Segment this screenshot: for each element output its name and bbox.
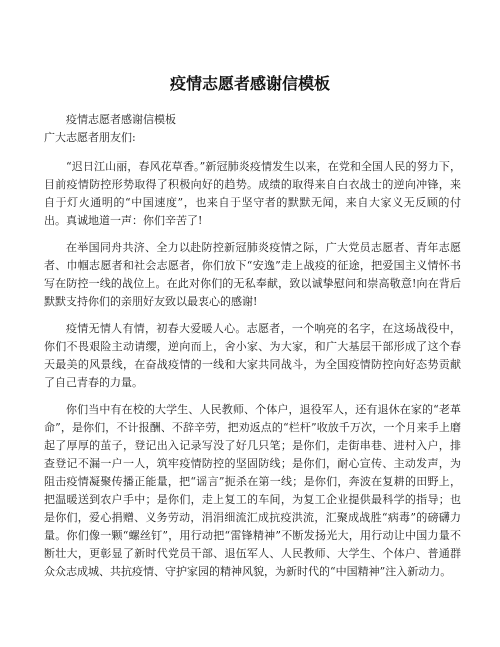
document-body [44, 111, 461, 581]
paragraph-3: 疫情无情人有情，初春大爱暖人心。志愿者，一个响亮的名字，在这场战役中，你们不畏艰险主动请缨，逆向而上，舍小家、为大家，和广大基层干部形成了这个春天最美的风景线，在奋战疫情的一线和大家共同战斗，为全国疫情防控向好态势贡献了自己青春的力量。 [44, 322, 461, 389]
paragraph-1: “迟日江山丽，春风花草香。”新冠肺炎疫情发生以来，在党和全国人民的努力下，目前疫情防控形势取得了积极向好的趋势。成绩的取得来自白衣战士的逆向冲锋，来自于灯火通明的“中国速度”，也来自于坚守者的默默无闻，来自大家义无反顾的付出。真诚地道一声：你们辛苦了! [44, 160, 461, 227]
paragraph-2: 在举国同舟共济、全力以赴防控新冠肺炎疫情之际，广大党员志愿者、青年志愿者、巾帼志愿者和社会志愿者，你们放下“安逸”走上战疫的征途，把爱国主义情怀书写在防控一线的战位上。在此对你们的无私奉献，致以诚挚慰问和崇高敬意!向在背后默默支持你们的亲朋好友致以最衷心的感谢! [44, 241, 461, 308]
paragraph-4: 你们当中有在校的大学生、人民教师、个体户，退役军人，还有退休在家的“老革命”，是你们，不计报酬、不辞辛劳，把劝返点的“栏杆”收放千万次，一个月来手上磨起了厚厚的茧子，登记出入记录写没了好几只笔；是你们，走街串巷、进村入户，排查登记不漏一户一人，筑牢疫情防控的坚固防线；是你们，耐心宣传、主动发声，为阻击疫情凝聚传播正能量，把“谣言”扼杀在第一线；是你们，奔波在复耕的田野上，把温暖送到农户手中；是你们，走上复工的车间，为复工企业提供最科学的指导；也是你们，爱心捐赠、义务劳动，涓涓细流汇成抗疫洪流，汇聚成战胜“病毒”的磅礴力量。你们像一颗“螺丝钉”，用行动把“雷锋精神”不断发扬光大，用行动让中国力量不断壮大，更彰显了新时代党员干部、退伍军人、人民教师、大学生、个体户、普通群众众志成城、共抗疫情、守护家园的精神风貌，为新时代的“中国精神”注入新动力。 [44, 403, 461, 578]
document-subtitle: 疫情志愿者感谢信模板 [66, 113, 176, 126]
document-title: 疫情志愿者感谢信模板 [169, 74, 330, 93]
salutation: 广大志愿者朋友们: [44, 131, 136, 144]
